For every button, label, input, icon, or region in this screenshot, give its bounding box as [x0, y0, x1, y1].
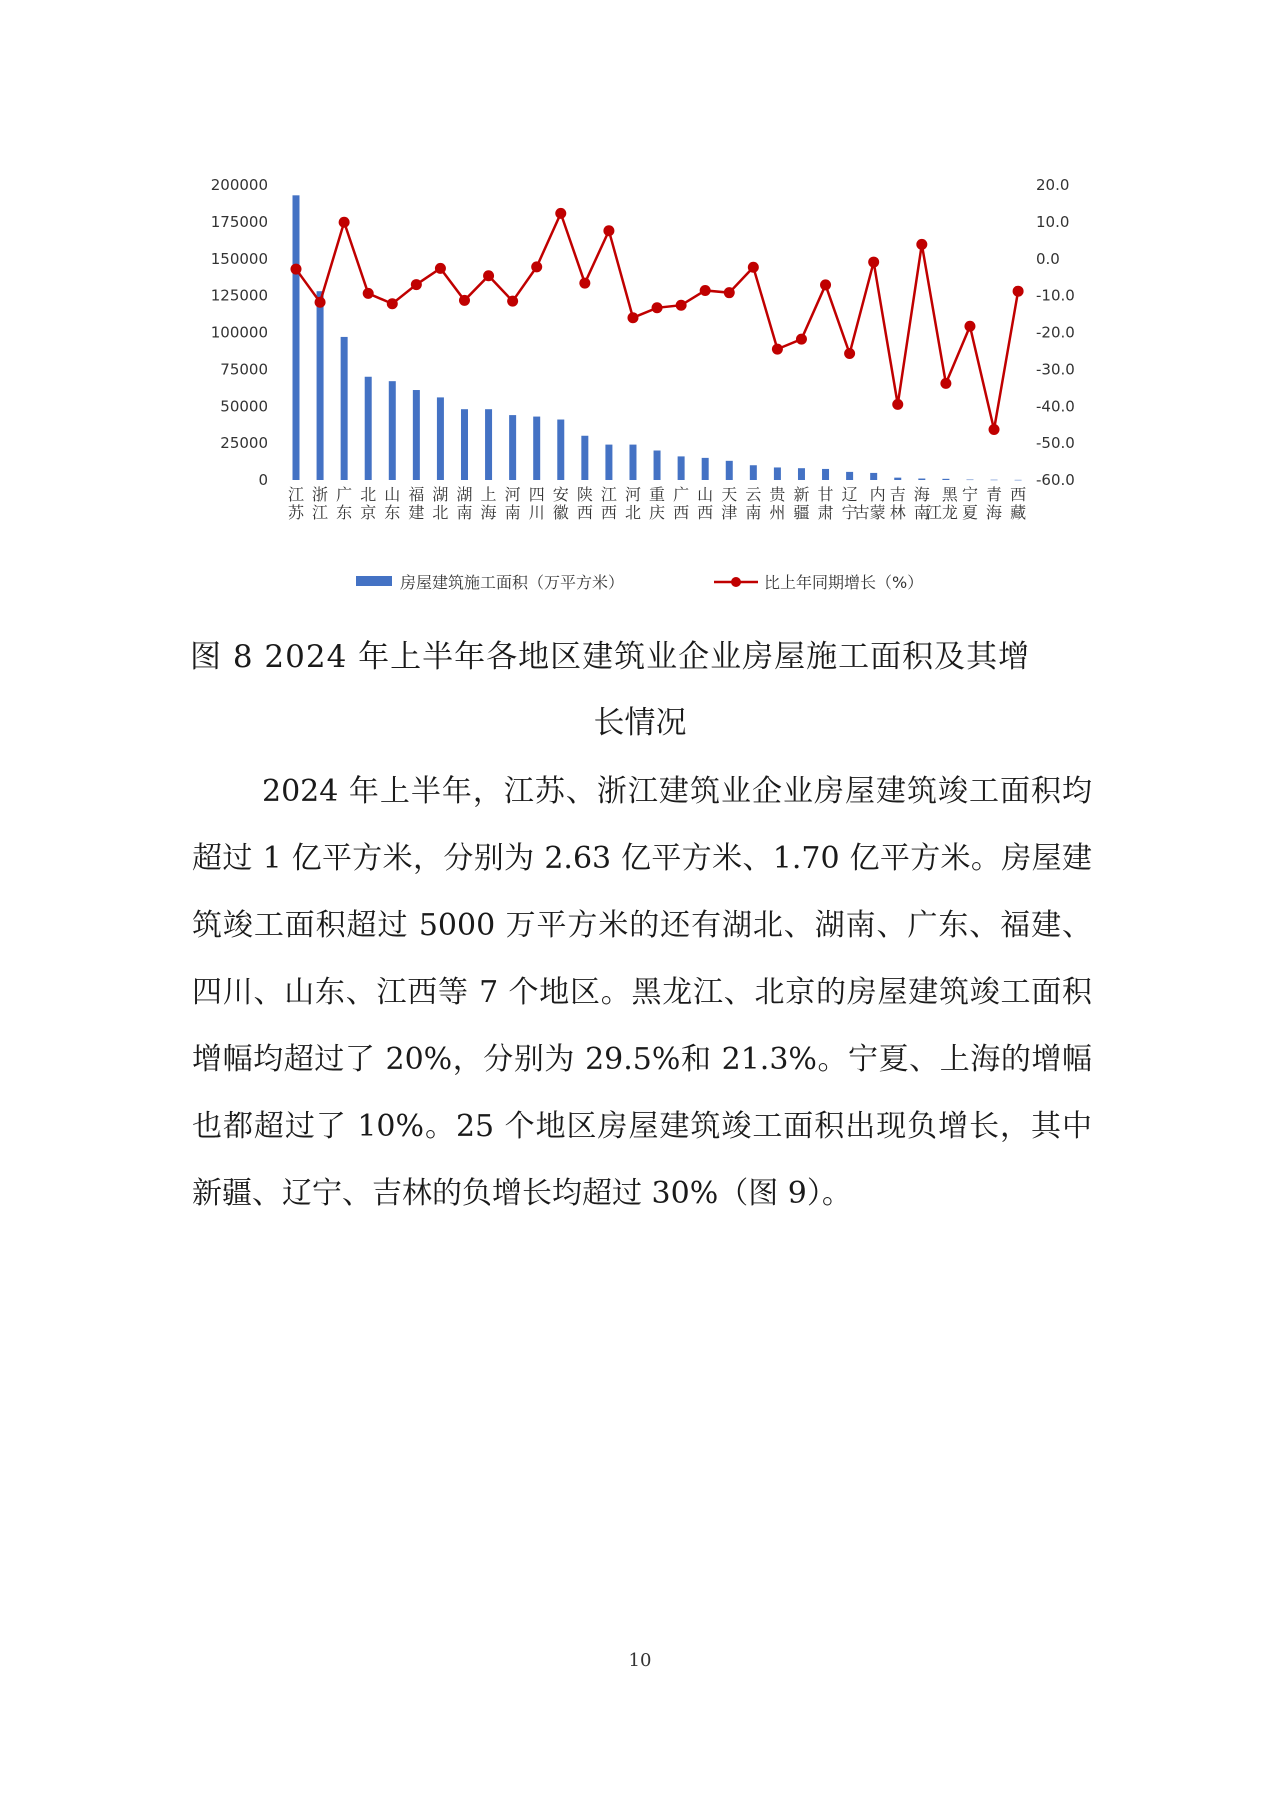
svg-text:青: 青 [986, 485, 1003, 504]
growth-series-line [296, 213, 1018, 429]
left-axis-tick-label: 25000 [220, 434, 268, 453]
svg-text:江: 江 [312, 503, 329, 522]
svg-text:西: 西 [697, 503, 714, 522]
bar [991, 480, 998, 481]
svg-text:浙: 浙 [312, 485, 329, 504]
bar [485, 409, 492, 480]
svg-text:江: 江 [287, 485, 305, 504]
category-label [312, 485, 328, 522]
category-label [408, 485, 424, 522]
category-label [625, 485, 641, 522]
left-axis-tick-label: 150000 [210, 249, 268, 268]
bar [461, 409, 468, 480]
svg-text:山: 山 [384, 485, 401, 504]
growth-point [603, 225, 614, 236]
bar [654, 451, 661, 481]
body-paragraph: 2024 年上半年，江苏、浙江建筑业企业房屋建筑竣工面积均超过 1 亿平方米，分别为 2.63 亿平方米、1.70 亿平方米。房屋建筑竣工面积超过 5000 万平方米的还有湖北、湖南、广东、福建、四川、山东、江西等 7 个地区。黑龙江、北京的房屋建筑竣工面积增幅均超过了 20%，分别为 29.5%和 21.3%。宁夏、上海的增幅也都超过了 10%。25 个地区房屋建筑竣工面积出现负增长，其中新疆、辽宁、吉林的负增长均超过 30%（图 9）。 [192, 774, 1092, 1211]
legend-line-label: 比上年同期增长（%） [764, 573, 924, 592]
bar [437, 397, 444, 480]
svg-text:吉: 吉 [889, 485, 906, 504]
svg-text:龙: 龙 [941, 503, 958, 522]
svg-text:内: 内 [869, 485, 886, 504]
growth-point [964, 321, 975, 332]
svg-text:甘: 甘 [817, 485, 834, 504]
svg-text:陕: 陕 [576, 485, 593, 504]
svg-text:疆: 疆 [793, 503, 810, 522]
svg-text:蒙: 蒙 [869, 503, 886, 522]
growth-point [820, 279, 831, 290]
growth-point [772, 344, 783, 355]
category-label [384, 485, 400, 522]
svg-text:海: 海 [986, 503, 1003, 522]
right-axis-tick-label: 10.0 [1036, 212, 1070, 231]
growth-point [363, 288, 374, 299]
svg-text:西: 西 [600, 503, 617, 522]
growth-point [315, 297, 326, 308]
body-paragraph-container [192, 758, 1092, 1227]
left-axis-tick-label: 200000 [210, 176, 268, 194]
svg-text:津: 津 [721, 503, 738, 522]
svg-text:广: 广 [673, 485, 690, 504]
svg-text:徽: 徽 [552, 503, 569, 522]
growth-point [387, 298, 398, 309]
legend-bar-label: 房屋建筑施工面积（万平方米） [400, 573, 625, 592]
growth-point [700, 285, 711, 296]
category-label [697, 485, 713, 522]
svg-text:北: 北 [360, 485, 377, 504]
category-label [745, 485, 761, 522]
category-label [288, 485, 305, 522]
svg-text:宁: 宁 [841, 503, 858, 522]
growth-point [868, 257, 879, 268]
svg-text:安: 安 [552, 485, 569, 504]
bar [894, 478, 901, 480]
svg-text:辽: 辽 [841, 485, 858, 504]
growth-point [459, 295, 470, 306]
category-label [854, 485, 886, 522]
bar [846, 472, 853, 480]
category-label [890, 485, 906, 522]
bar [341, 337, 348, 480]
bar [822, 469, 829, 480]
growth-point [892, 399, 903, 410]
category-label [553, 485, 569, 522]
svg-text:山: 山 [697, 485, 714, 504]
svg-text:广: 广 [336, 485, 353, 504]
category-label [769, 485, 786, 522]
category-label [577, 485, 593, 522]
page-number: 10 [628, 1650, 652, 1671]
bar [629, 445, 636, 480]
svg-text:建: 建 [408, 503, 425, 522]
svg-text:东: 东 [384, 503, 401, 522]
growth-point [483, 270, 494, 281]
svg-text:江: 江 [600, 485, 617, 504]
svg-text:新: 新 [793, 485, 810, 504]
svg-text:南: 南 [913, 503, 930, 522]
svg-text:云: 云 [745, 485, 762, 504]
figure-caption-line-2: 长情况 [593, 705, 687, 741]
svg-text:河: 河 [504, 485, 521, 504]
growth-point [579, 278, 590, 289]
growth-point [291, 264, 302, 275]
growth-point [916, 239, 927, 250]
svg-text:古: 古 [853, 503, 870, 522]
category-label [360, 485, 376, 522]
svg-text:海: 海 [480, 503, 497, 522]
growth-point [652, 302, 663, 313]
bar [798, 468, 805, 480]
category-label [432, 485, 448, 522]
category-label [962, 485, 978, 522]
category-label [793, 485, 809, 522]
bar [678, 456, 685, 480]
growth-point [411, 279, 422, 290]
svg-text:北: 北 [432, 503, 449, 522]
svg-text:江: 江 [925, 503, 942, 522]
growth-point [507, 296, 518, 307]
right-axis-tick-label: -30.0 [1036, 360, 1075, 379]
bar [1015, 480, 1022, 481]
bar [293, 195, 300, 480]
legend-bar-swatch [356, 576, 392, 586]
bar [870, 473, 877, 480]
svg-text:藏: 藏 [1010, 503, 1027, 522]
svg-text:西: 西 [673, 503, 690, 522]
bar [389, 381, 396, 480]
category-label [456, 485, 472, 522]
bar [413, 390, 420, 480]
bar [966, 480, 973, 481]
svg-text:河: 河 [624, 485, 641, 504]
left-axis-tick-label: 100000 [210, 323, 268, 342]
growth-point [1013, 286, 1024, 297]
right-axis-tick-label: -50.0 [1036, 434, 1075, 453]
growth-point [627, 312, 638, 323]
svg-text:南: 南 [504, 503, 521, 522]
category-label [529, 485, 545, 522]
bar [533, 417, 540, 480]
svg-text:黑: 黑 [941, 485, 958, 504]
svg-text:林: 林 [889, 503, 906, 522]
bar [702, 458, 709, 480]
left-axis-tick-label: 75000 [220, 360, 268, 379]
growth-point [676, 300, 687, 311]
svg-text:庆: 庆 [649, 503, 666, 522]
svg-text:南: 南 [456, 503, 473, 522]
svg-text:西: 西 [1010, 485, 1027, 504]
category-label [649, 485, 665, 522]
bar [726, 461, 733, 480]
right-axis-tick-label: -20.0 [1036, 323, 1075, 342]
category-label [1010, 485, 1026, 522]
left-axis-tick-label: 125000 [210, 286, 268, 305]
svg-text:苏: 苏 [287, 503, 305, 522]
svg-text:京: 京 [360, 503, 377, 522]
svg-text:海: 海 [913, 485, 930, 504]
bar [509, 415, 516, 480]
svg-text:州: 州 [769, 503, 786, 522]
svg-text:湖: 湖 [456, 485, 473, 504]
category-label [481, 485, 497, 522]
bar [557, 420, 564, 480]
svg-text:宁: 宁 [961, 485, 978, 504]
growth-point [531, 261, 542, 272]
svg-text:南: 南 [745, 503, 762, 522]
category-label [505, 485, 521, 522]
growth-point [844, 348, 855, 359]
bar [365, 377, 372, 480]
svg-text:贵: 贵 [769, 485, 786, 504]
bar [750, 465, 757, 480]
category-label [926, 485, 959, 522]
growth-point [796, 334, 807, 345]
right-axis-tick-label: 0.0 [1036, 249, 1060, 268]
category-label [673, 485, 689, 522]
bar [942, 479, 949, 480]
growth-point [940, 378, 951, 389]
svg-text:肃: 肃 [817, 503, 834, 522]
bar [317, 291, 324, 480]
svg-text:川: 川 [528, 503, 545, 522]
svg-text:上: 上 [480, 485, 497, 504]
bar [581, 436, 588, 480]
right-axis-tick-label: 20.0 [1036, 176, 1070, 194]
left-axis-tick-label: 175000 [210, 212, 268, 231]
svg-text:西: 西 [576, 503, 593, 522]
right-axis-tick-label: -40.0 [1036, 397, 1075, 416]
svg-text:湖: 湖 [432, 485, 449, 504]
bar [918, 479, 925, 480]
right-axis-tick-label: -60.0 [1036, 471, 1075, 489]
category-label [721, 485, 737, 522]
left-axis-tick-label: 0 [258, 471, 268, 489]
legend-line-marker [731, 577, 741, 587]
svg-text:东: 东 [336, 503, 353, 522]
svg-text:福: 福 [408, 485, 425, 504]
svg-text:北: 北 [624, 503, 641, 522]
growth-point [724, 287, 735, 298]
svg-text:四: 四 [528, 485, 545, 504]
chart [0, 0, 1280, 610]
bar [605, 445, 612, 480]
category-label [986, 485, 1002, 522]
growth-point [555, 208, 566, 219]
growth-point [339, 217, 350, 228]
growth-point [989, 424, 1000, 435]
category-label [336, 485, 352, 522]
figure-caption-line-1: 图 8 2024 年上半年各地区建筑业企业房屋施工面积及其增 [190, 639, 1031, 675]
bar [774, 467, 781, 480]
category-label [818, 485, 834, 522]
right-axis-tick-label: -10.0 [1036, 286, 1075, 305]
svg-text:夏: 夏 [961, 503, 978, 522]
category-label [601, 485, 617, 522]
growth-point [435, 263, 446, 274]
left-axis-tick-label: 50000 [220, 397, 268, 416]
growth-point [748, 262, 759, 273]
svg-text:天: 天 [721, 485, 738, 504]
svg-text:重: 重 [649, 485, 666, 504]
